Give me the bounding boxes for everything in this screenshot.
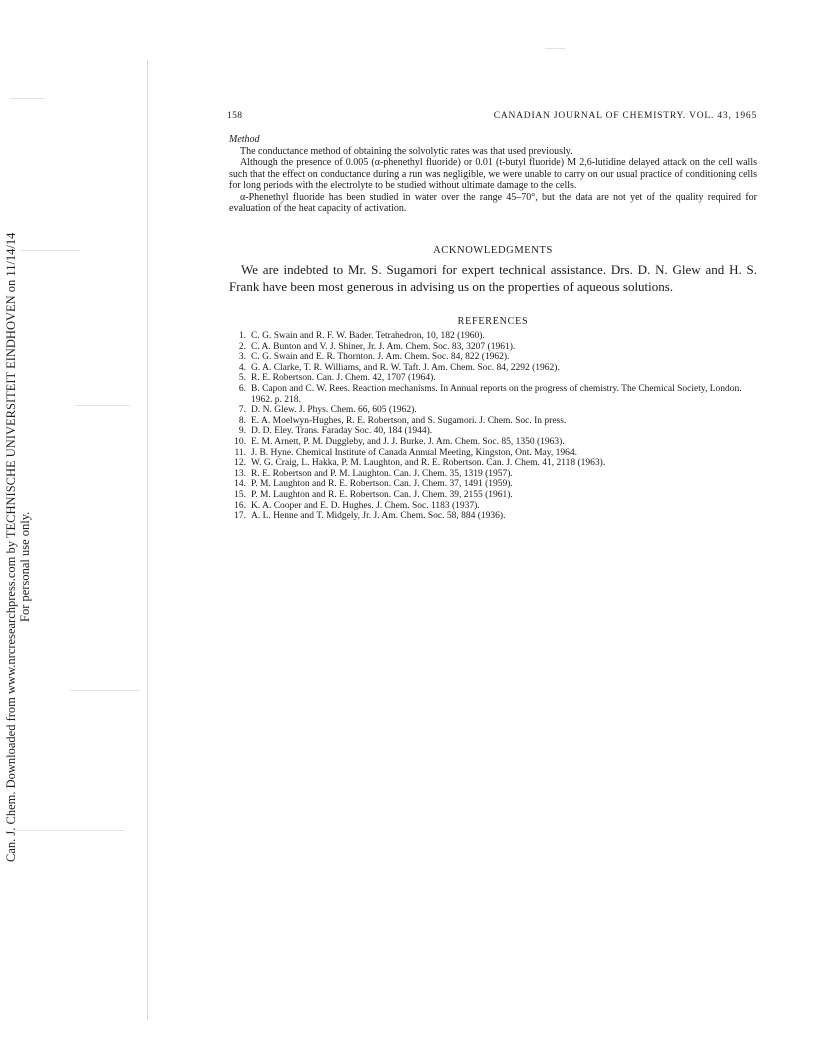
reference-number: 6. xyxy=(238,383,246,394)
reference-text: R. E. Robertson. Can. J. Chem. 42, 1707 (1964). xyxy=(251,373,436,384)
reference-text: E. M. Arnett, P. M. Duggleby, and J. J. Burke. J. Am. Chem. Soc. 85, 1350 (1963). xyxy=(251,436,565,447)
reference-number: 13. xyxy=(234,468,246,479)
reference-number: 7. xyxy=(238,405,246,416)
scan-speck xyxy=(545,48,565,49)
reference-number: 4. xyxy=(238,362,246,373)
reference-text: E. A. Moelwyn-Hughes, R. E. Robertson, and S. Sugamori. J. Chem. Soc. In press. xyxy=(251,415,567,426)
method-heading: Method xyxy=(229,134,260,145)
acknowledgments-body: We are indebted to Mr. S. Sugamori for expert technical assistance. Drs. D. N. Glew and H. S. Frank have been most generous in advising us on the properties of aqueous solutions. xyxy=(229,262,757,294)
reference-item xyxy=(229,448,759,459)
reference-item xyxy=(229,490,759,501)
reference-item xyxy=(229,458,759,469)
reference-item xyxy=(229,363,759,374)
reference-text: C. A. Bunton and V. J. Shiner, Jr. J. Am. Chem. Soc. 83, 3207 (1961). xyxy=(251,341,516,352)
watermark-line-1: Can. J. Chem. Downloaded from www.nrcresearchpress.com by TECHNISCHE UNIVERSITEIT EINDHOVEN on 11/14/14 xyxy=(4,232,18,862)
reference-number: 5. xyxy=(238,373,246,384)
reference-number: 11. xyxy=(234,447,246,458)
page-number: 158 xyxy=(227,111,243,121)
reference-number: 8. xyxy=(238,415,246,426)
reference-text: D. N. Glew. J. Phys. Chem. 66, 605 (1962). xyxy=(251,405,417,416)
reference-item xyxy=(229,331,759,342)
reference-text: J. B. Hyne. Chemical Institute of Canada Annual Meeting, Kingston, Ont. May, 1964. xyxy=(251,447,578,458)
reference-item xyxy=(229,469,759,480)
reference-text: C. G. Swain and E. R. Thornton. J. Am. Chem. Soc. 84, 822 (1962). xyxy=(251,352,510,363)
reference-item xyxy=(229,416,759,427)
download-watermark xyxy=(4,162,32,862)
scan-margin-line xyxy=(147,60,148,1020)
references-heading: REFERENCES xyxy=(457,316,529,327)
reference-text: R. E. Robertson and P. M. Laughton. Can. J. Chem. 35, 1319 (1957). xyxy=(251,468,513,479)
reference-text: P. M. Laughton and R. E. Robertson. Can. J. Chem. 39, 2155 (1961). xyxy=(251,489,513,500)
reference-text: W. G. Craig, L. Hakka, P. M. Laughton, and R. E. Robertson. Can. J. Chem. 41, 2118 (1963). xyxy=(251,458,606,469)
reference-item xyxy=(229,373,759,384)
reference-number: 16. xyxy=(234,500,246,511)
reference-item xyxy=(229,437,759,448)
reference-item xyxy=(229,405,759,416)
method-section xyxy=(229,134,757,215)
reference-item xyxy=(229,426,759,437)
reference-text: B. Capon and C. W. Rees. Reaction mechanisms. In Annual reports on the progress of chemistry. The Chemical Society, London. 1962. p. 218. xyxy=(251,383,742,405)
reference-text: G. A. Clarke, T. R. Williams, and R. W. Taft. J. Am. Chem. Soc. 84, 2292 (1962). xyxy=(251,362,560,373)
reference-number: 12. xyxy=(234,458,246,469)
reference-item xyxy=(229,511,759,522)
scan-speck xyxy=(10,98,45,99)
journal-title: CANADIAN JOURNAL OF CHEMISTRY. VOL. 43, 1965 xyxy=(493,111,757,121)
reference-number: 9. xyxy=(238,426,246,437)
method-paragraph: α-Phenethyl fluoride has been studied in water over the range 45–70°, but the data are not yet of the quality required for evaluation of the heat capacity of activation. xyxy=(229,191,757,214)
reference-number: 17. xyxy=(234,511,246,522)
reference-item xyxy=(229,352,759,363)
reference-number: 15. xyxy=(234,489,246,500)
reference-text: A. L. Henne and T. Midgely, Jr. J. Am. Chem. Soc. 58, 884 (1936). xyxy=(251,511,506,522)
reference-number: 3. xyxy=(238,352,246,363)
reference-item xyxy=(229,342,759,353)
method-paragraph: Although the presence of 0.005 (α-phenethyl fluoride) or 0.01 (t-butyl fluoride) M 2,6-lutidine delayed attack on the cell walls such that the effect on conductance during a run was negligible, we were unable to carry on our usual practice of conditioning cells for long periods with the electrolyte to be studied without ultimate damage to the cells. xyxy=(229,157,757,191)
reference-text: P. M. Laughton and R. E. Robertson. Can. J. Chem. 37, 1491 (1959). xyxy=(251,479,513,490)
references-list xyxy=(229,331,759,522)
reference-text: K. A. Cooper and E. D. Hughes. J. Chem. Soc. 1183 (1937). xyxy=(251,500,480,511)
reference-number: 2. xyxy=(238,341,246,352)
method-paragraph: The conductance method of obtaining the solvolytic rates was that used previously. xyxy=(240,145,573,157)
reference-item xyxy=(229,479,759,490)
watermark-line-2: For personal use only. xyxy=(18,511,32,622)
reference-number: 10. xyxy=(234,436,246,447)
reference-item xyxy=(229,501,759,512)
acknowledgments-heading: ACKNOWLEDGMENTS xyxy=(433,245,553,256)
reference-number: 1. xyxy=(238,331,246,341)
reference-text: C. G. Swain and R. F. W. Bader. Tetrahedron, 10, 182 (1960). xyxy=(251,331,485,341)
reference-text: D. D. Eley. Trans. Faraday Soc. 40, 184 (1944). xyxy=(251,426,433,437)
reference-number: 14. xyxy=(234,479,246,490)
scan-speck xyxy=(70,690,140,691)
reference-item xyxy=(229,384,759,405)
scan-speck xyxy=(75,405,130,406)
